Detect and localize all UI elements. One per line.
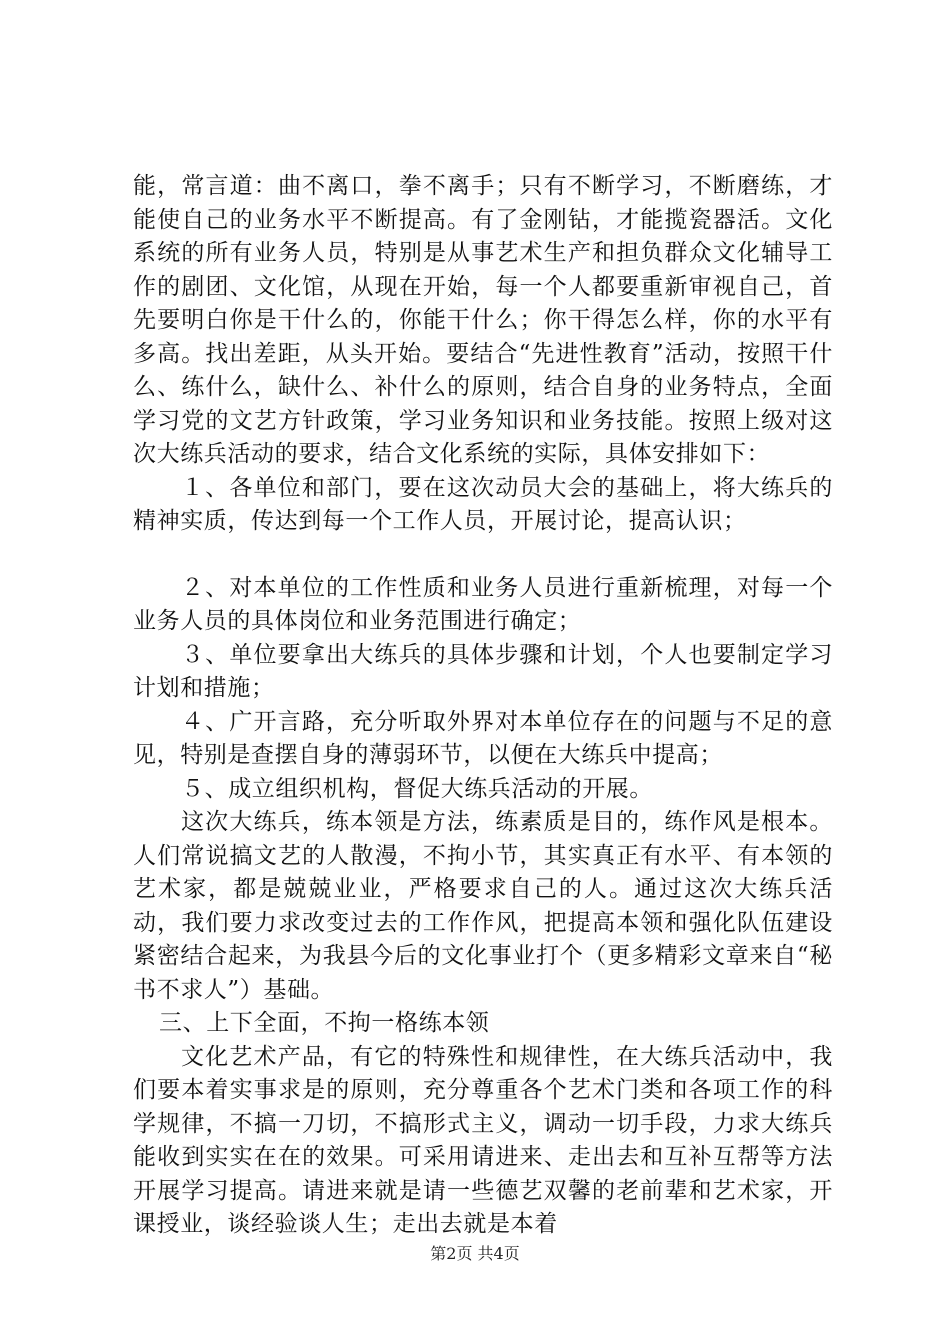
section-heading-3: 三、上下全面，不拘一格练本领	[159, 1010, 490, 1036]
list-item-1: １、各单位和部门，要在这次动员大会的基础上，将大练兵的精神实质，传达到每一个工作人员，开展讨论，提高认识；	[133, 474, 833, 534]
paragraph-culture-art: 文化艺术产品，有它的特殊性和规律性，在大练兵活动中，我们要本着实事求是的原则，充分尊重各个艺术门类和各项工作的科学规律，不搞一刀切，不搞形式主义，调动一切手段，力求大练兵能收到实实在在的效果。可采用请进来、走出去和互补互帮等方法开展学习提高。请进来就是请一些德艺双馨的老前辈和艺术家，开课授业，谈经验谈人生；走出去就是本着	[133, 1043, 833, 1237]
list-item-3: ３、单位要拿出大练兵的具体步骤和计划，个人也要制定学习计划和措施；	[133, 641, 833, 701]
list-item-2: ２、对本单位的工作性质和业务人员进行重新梳理，对每一个业务人员的具体岗位和业务范围进行确定；	[133, 574, 833, 634]
paragraph-practice: 这次大练兵，练本领是方法，练素质是目的，练作风是根本。人们常说搞文艺的人散漫，不拘小节，其实真正有水平、有本领的艺术家，都是兢兢业业，严格要求自己的人。通过这次大练兵活动，我们要力求改变过去的工作作风，把提高本领和强化队伍建设紧密结合起来，为我县今后的文化事业打个（更多精彩文章来自“秘书不求人”）基础。	[133, 809, 833, 1003]
page-number-footer: 第2页 共4页	[430, 1244, 520, 1263]
list-item-5: ５、成立组织机构，督促大练兵活动的开展。	[181, 775, 653, 802]
document-body	[133, 170, 833, 1242]
list-item-4: ４、广开言路，充分听取外界对本单位存在的问题与不足的意见，特别是查摆自身的薄弱环节，以便在大练兵中提高；	[133, 708, 833, 768]
paragraph-continuation: 能，常言道：曲不离口，拳不离手；只有不断学习，不断磨练，才能使自己的业务水平不断提高。有了金刚钻，才能揽瓷器活。文化系统的所有业务人员，特别是从事艺术生产和担负群众文化辅导工作的剧团、文化馆，从现在开始，每一个人都要重新审视自己，首先要明白你是干什么的，你能干什么；你干得怎么样，你的水平有多高。找出差距，从头开始。要结合“先进性教育”活动，按照干什么、练什么，缺什么、补什么的原则，结合自身的业务特点，全面学习党的文艺方针政策，学习业务知识和业务技能。按照上级对这次大练兵活动的要求，结合文化系统的实际，具体安排如下：	[133, 173, 833, 467]
